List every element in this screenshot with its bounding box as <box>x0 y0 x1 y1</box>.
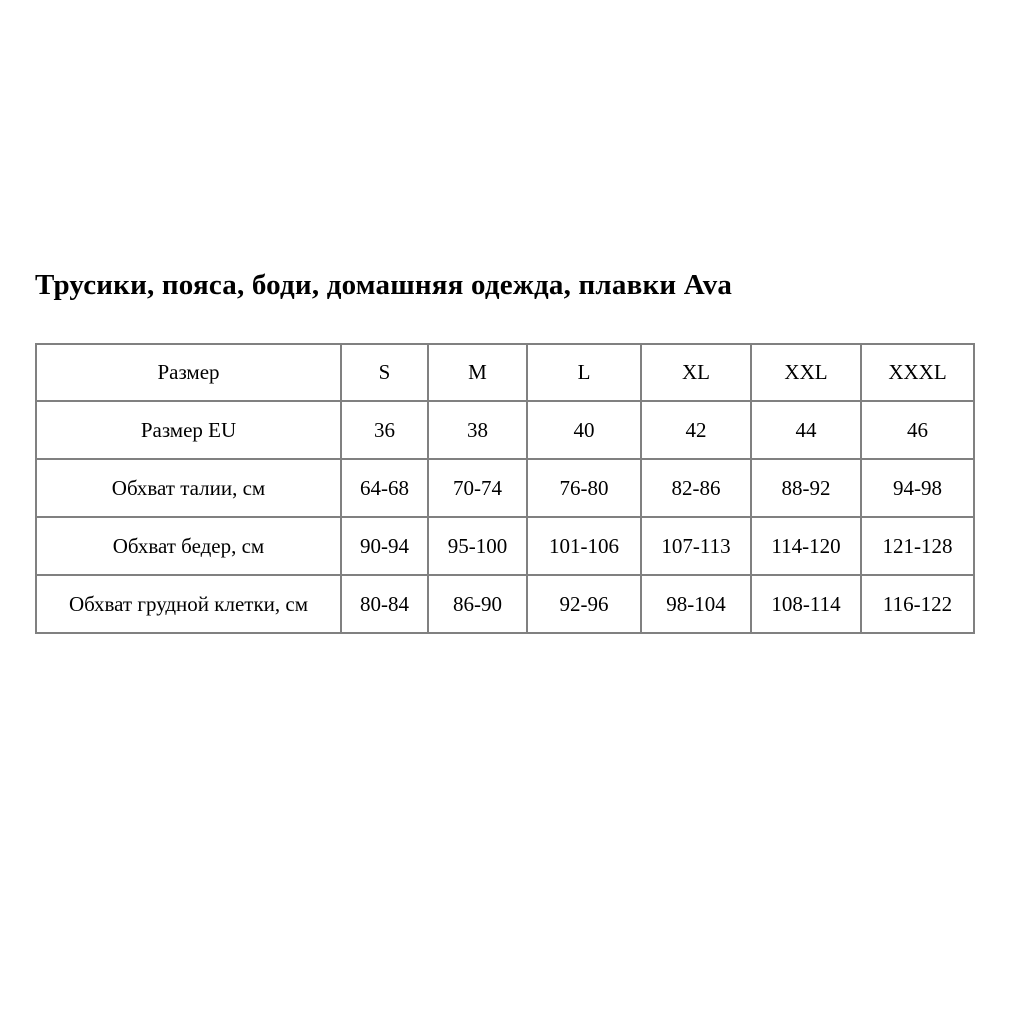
table-cell: 80-84 <box>341 575 428 633</box>
table-cell: 82-86 <box>641 459 751 517</box>
row-label-chest: Обхват грудной клетки, см <box>36 575 341 633</box>
table-cell: 88-92 <box>751 459 861 517</box>
table-cell: 46 <box>861 401 974 459</box>
table-cell: 64-68 <box>341 459 428 517</box>
table-cell: 98-104 <box>641 575 751 633</box>
table-cell: 121-128 <box>861 517 974 575</box>
column-header-size: Размер <box>36 344 341 401</box>
table-cell: 36 <box>341 401 428 459</box>
table-cell: 92-96 <box>527 575 641 633</box>
table-cell: 90-94 <box>341 517 428 575</box>
table-cell: 116-122 <box>861 575 974 633</box>
table-cell: 95-100 <box>428 517 527 575</box>
table-header-row <box>36 344 974 401</box>
row-label-waist: Обхват талии, см <box>36 459 341 517</box>
table-row-chest <box>36 575 974 633</box>
table-cell: 86-90 <box>428 575 527 633</box>
column-header-m: M <box>428 344 527 401</box>
table-cell: 44 <box>751 401 861 459</box>
column-header-l: L <box>527 344 641 401</box>
row-label-eu-size: Размер EU <box>36 401 341 459</box>
table-row-eu-size <box>36 401 974 459</box>
column-header-xl: XL <box>641 344 751 401</box>
table-cell: 42 <box>641 401 751 459</box>
page-title: Трусики, пояса, боди, домашняя одежда, плавки Ava <box>35 269 733 301</box>
table-row-waist <box>36 459 974 517</box>
table-cell: 70-74 <box>428 459 527 517</box>
table-cell: 101-106 <box>527 517 641 575</box>
table-cell: 76-80 <box>527 459 641 517</box>
column-header-xxl: XXL <box>751 344 861 401</box>
column-header-xxxl: XXXL <box>861 344 974 401</box>
table-cell: 107-113 <box>641 517 751 575</box>
table-cell: 94-98 <box>861 459 974 517</box>
row-label-hips: Обхват бедер, см <box>36 517 341 575</box>
table-cell: 40 <box>527 401 641 459</box>
table-row-hips <box>36 517 974 575</box>
size-chart-table <box>35 343 975 634</box>
column-header-s: S <box>341 344 428 401</box>
table-cell: 108-114 <box>751 575 861 633</box>
table-cell: 38 <box>428 401 527 459</box>
table-cell: 114-120 <box>751 517 861 575</box>
